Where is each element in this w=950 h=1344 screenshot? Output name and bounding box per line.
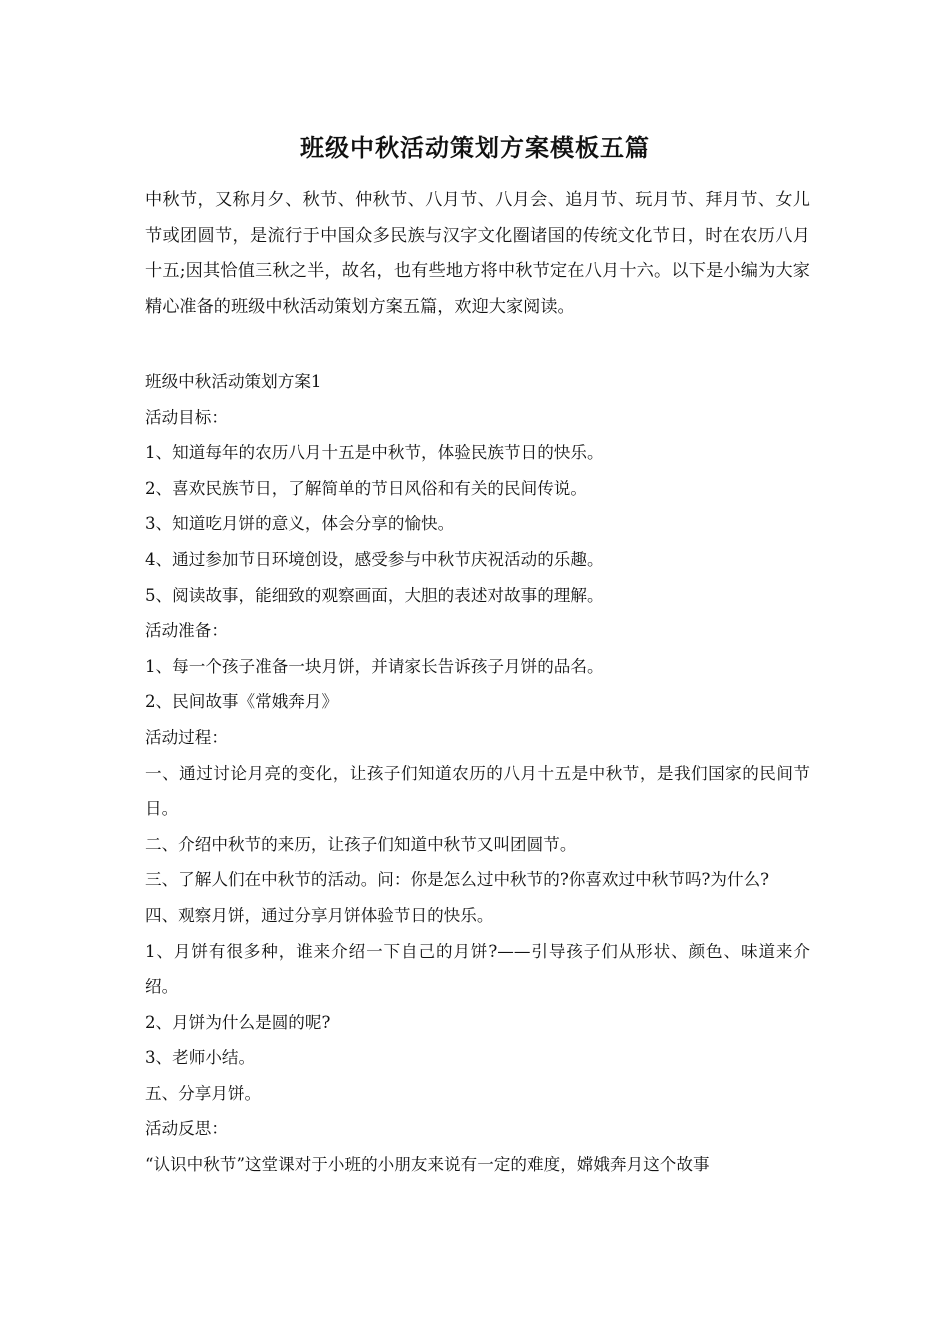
body-paragraph: 5、阅读故事，能细致的观察画面，大胆的表述对故事的理解。 bbox=[145, 585, 604, 605]
body-paragraph: 2、喜欢民族节日，了解简单的节日风俗和有关的民间传说。 bbox=[145, 478, 587, 498]
section-heading: 班级中秋活动策划方案1 bbox=[145, 372, 322, 391]
body-paragraph: “认识中秋节”这堂课对于小班的小朋友来说有一定的难度，嫦娥奔月这个故事 bbox=[145, 1155, 710, 1175]
body-paragraph: 1、月饼有很多种，谁来介绍一下自己的月饼?——引导孩子们从形状、颜色、味道来介绍。 bbox=[145, 941, 810, 997]
document-body bbox=[145, 364, 810, 1183]
subheading-preparation: 活动准备： bbox=[145, 621, 228, 641]
body-paragraph: 2、民间故事《常娥奔月》 bbox=[145, 692, 339, 712]
body-paragraph: 3、知道吃月饼的意义，体会分享的愉快。 bbox=[145, 514, 455, 534]
body-paragraph: 3、老师小结。 bbox=[145, 1048, 256, 1068]
body-paragraph: 二、介绍中秋节的来历，让孩子们知道中秋节又叫团圆节。 bbox=[145, 834, 577, 854]
subheading-process: 活动过程： bbox=[145, 727, 228, 747]
subheading-reflection: 活动反思： bbox=[145, 1119, 228, 1139]
body-paragraph: 1、每一个孩子准备一块月饼，并请家长告诉孩子月饼的品名。 bbox=[145, 656, 604, 676]
intro-text: 中秋节，又称月夕、秋节、仲秋节、八月节、八月会、追月节、玩月节、拜月节、女儿节或团圆节，是流行于中国众多民族与汉字文化圈诸国的传统文化节日，时在农历八月十五;因其恰值三秋之半，故名，也有些地方将中秋节定在八月十六。以下是小编为大家精心准备的班级中秋活动策划方案五篇，欢迎大家阅读。 bbox=[145, 190, 810, 317]
body-paragraph: 4、通过参加节日环境创设，感受参与中秋节庆祝活动的乐趣。 bbox=[145, 549, 604, 569]
body-paragraph: 1、知道每年的农历八月十五是中秋节，体验民族节日的快乐。 bbox=[145, 443, 604, 463]
body-paragraph: 2、月饼为什么是圆的呢? bbox=[145, 1012, 331, 1032]
subheading-goals: 活动目标： bbox=[145, 407, 228, 427]
body-paragraph: 四、观察月饼，通过分享月饼体验节日的快乐。 bbox=[145, 905, 494, 925]
body-paragraph: 一、通过讨论月亮的变化，让孩子们知道农历的八月十五是中秋节，是我们国家的民间节日。 bbox=[145, 763, 810, 819]
document-title: 班级中秋活动策划方案模板五篇 bbox=[300, 133, 650, 162]
body-paragraph: 五、分享月饼。 bbox=[145, 1083, 262, 1103]
body-paragraph: 三、了解人们在中秋节的活动。问：你是怎么过中秋节的?你喜欢过中秋节吗?为什么? bbox=[145, 870, 770, 890]
intro-paragraph bbox=[145, 183, 810, 325]
